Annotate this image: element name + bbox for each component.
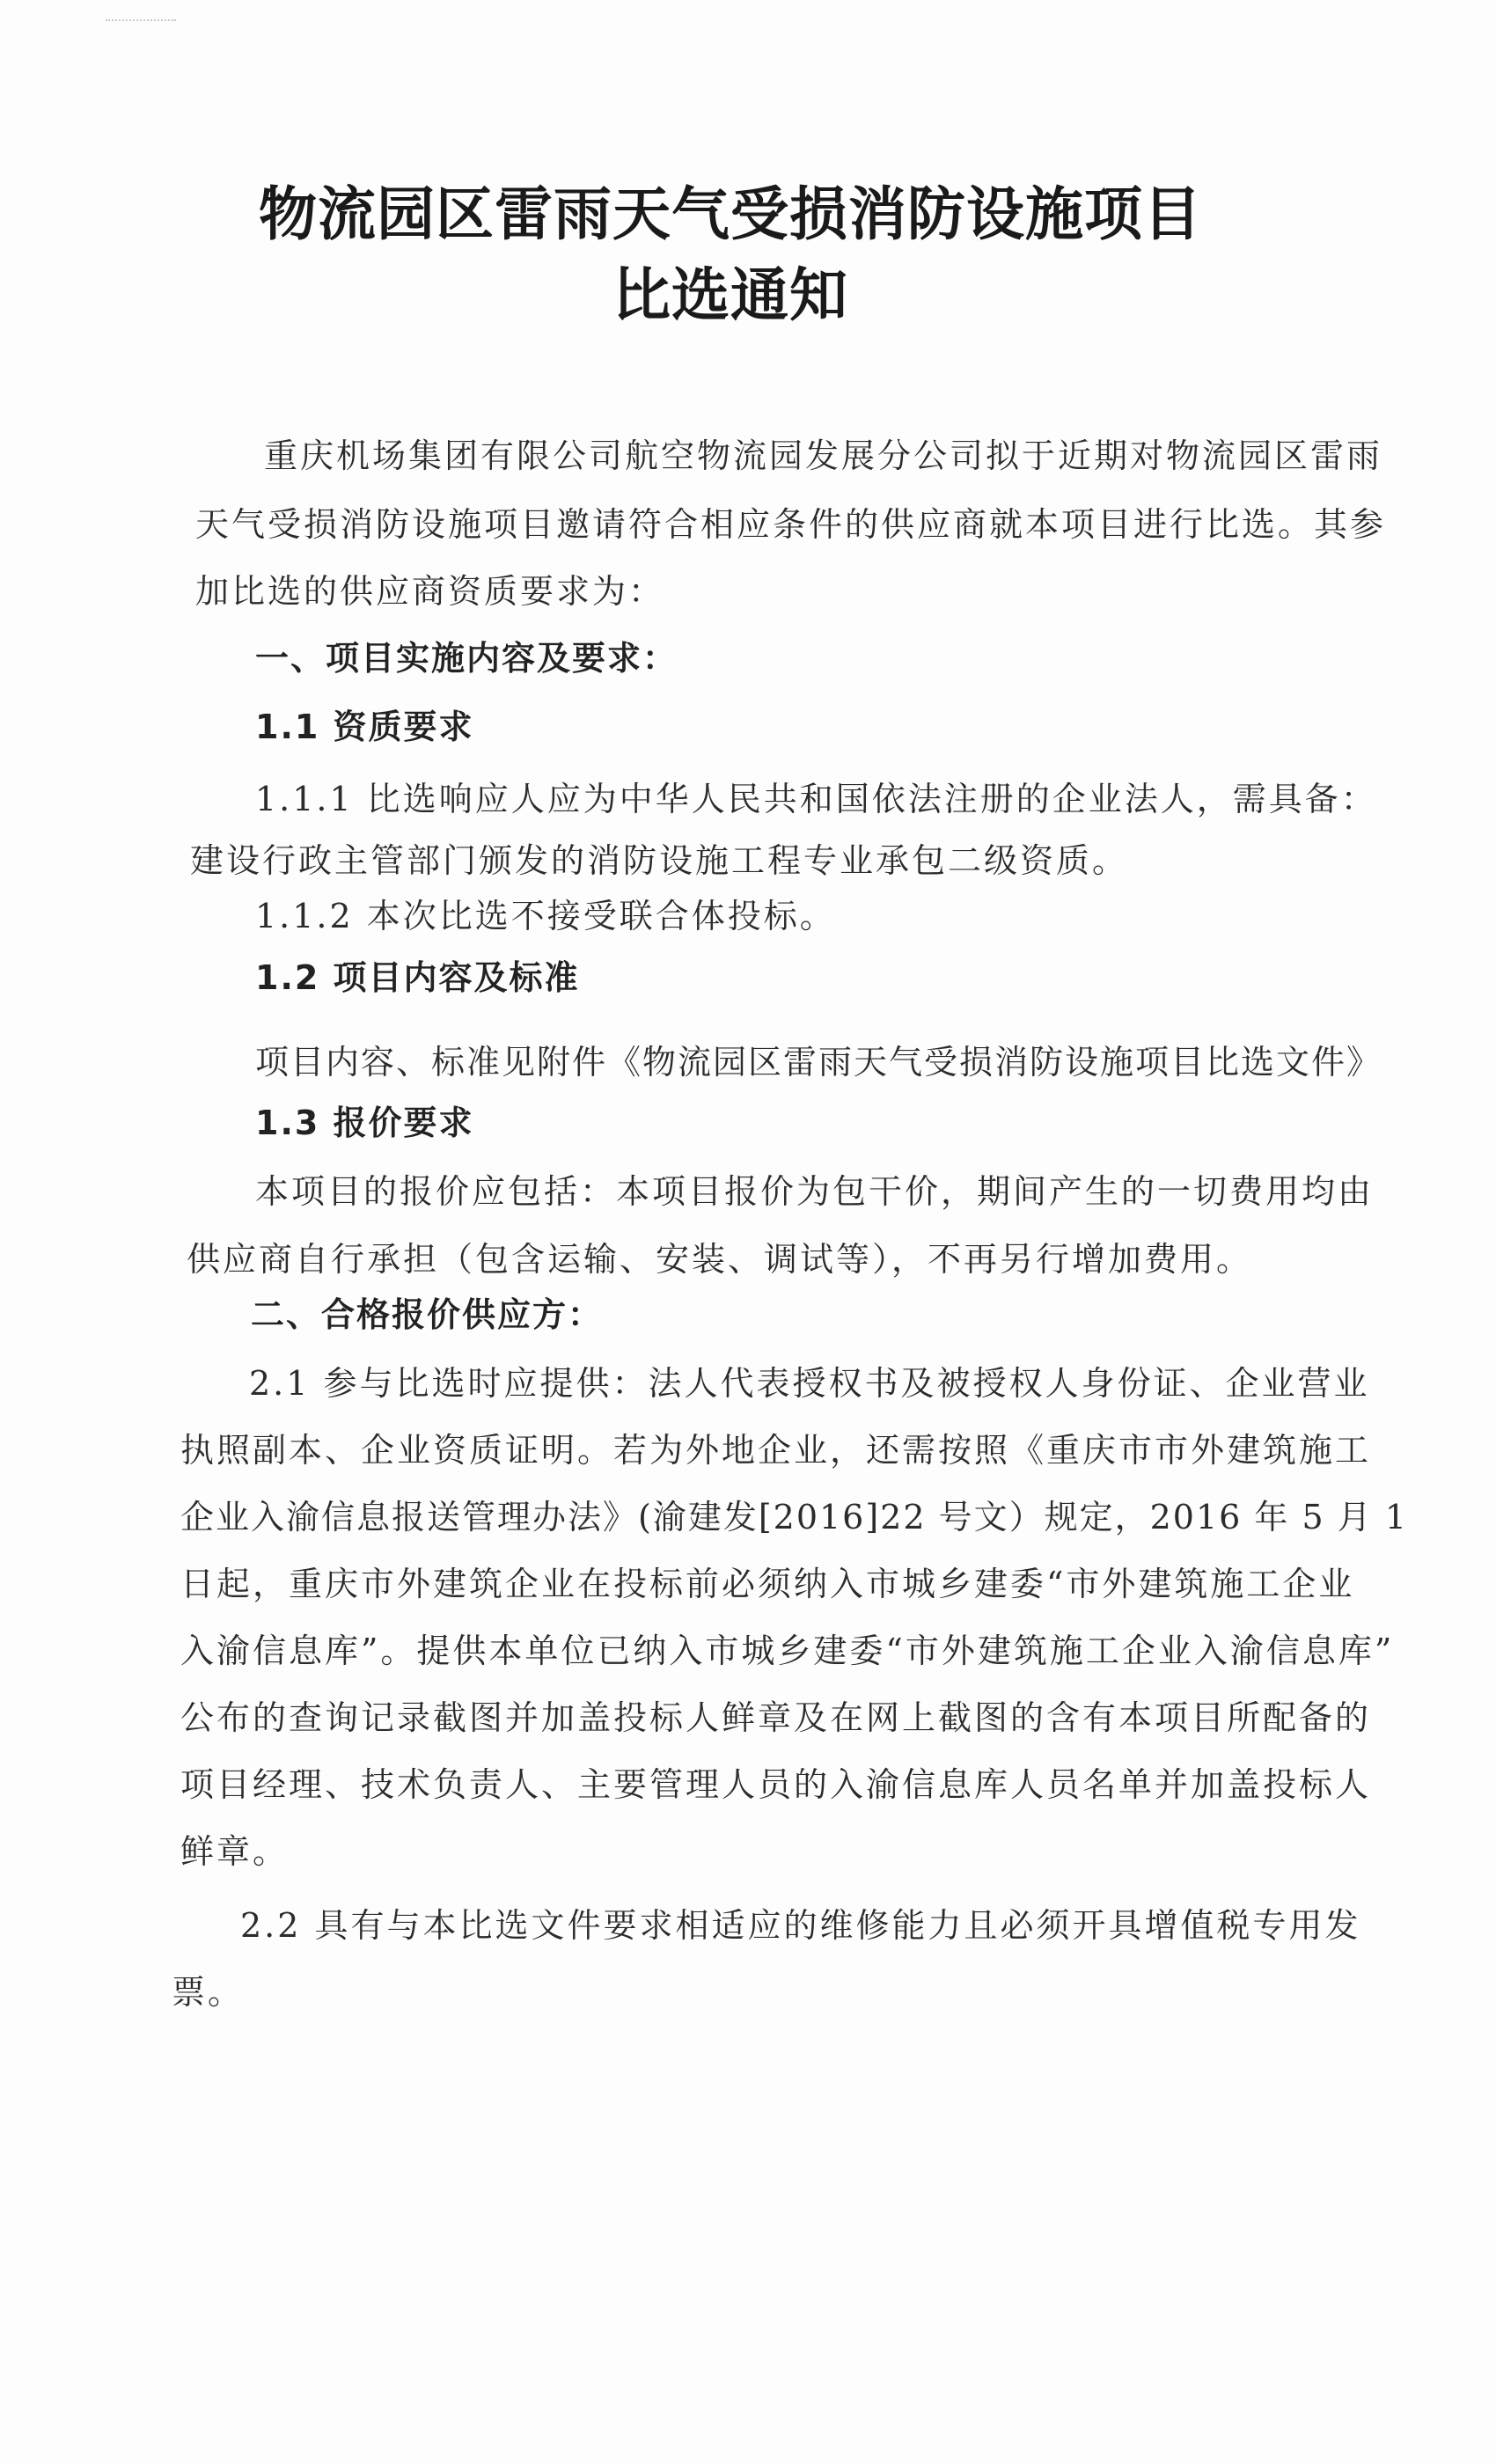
para-2-1-line-2: 执照副本、企业资质证明。若为外地企业，还需按照《重庆市市外建筑施工 xyxy=(180,1431,1372,1470)
para-2-1-line-1: 2.1 参与比选时应提供：法人代表授权书及被授权人身份证、企业营业 xyxy=(249,1364,1370,1403)
item-1-1-1-line-1: 1.1.1 比选响应人应为中华人民共和国依法注册的企业法人，需具备： xyxy=(255,780,1377,818)
section-1-3-heading: 1.3 报价要求 xyxy=(255,1104,474,1142)
intro-line-3: 加比选的供应商资质要求为： xyxy=(195,572,665,611)
item-1-1-2: 1.1.2 本次比选不接受联合体投标。 xyxy=(255,897,836,935)
para-2-1-line-4: 日起，重庆市外建筑企业在投标前必须纳入市城乡建委“市外建筑施工企业 xyxy=(180,1565,1355,1603)
para-2-1-line-6: 公布的查询记录截图并加盖投标人鲜章及在网上截图的含有本项目所配备的 xyxy=(180,1698,1372,1737)
section-1-2-heading: 1.2 项目内容及标准 xyxy=(255,958,580,997)
para-2-2-line-2: 票。 xyxy=(172,1973,245,2012)
para-2-1-line-7: 项目经理、技术负责人、主要管理人员的入渝信息库人员名单并加盖投标人 xyxy=(180,1765,1372,1804)
intro-line-2: 天气受损消防设施项目邀请符合相应条件的供应商就本项目进行比选。其参 xyxy=(195,505,1387,544)
document-title-line-2: 比选通知 xyxy=(612,261,848,329)
section-1-3-line-2: 供应商自行承担（包含运输、安装、调试等），不再另行增加费用。 xyxy=(187,1240,1253,1279)
para-2-1-line-8: 鲜章。 xyxy=(180,1832,290,1871)
section-1-3-line-1: 本项目的报价应包括：本项目报价为包干价，期间产生的一切费用均由 xyxy=(255,1172,1375,1211)
item-1-1-1-line-2: 建设行政主管部门颁发的消防设施工程专业承包二级资质。 xyxy=(190,841,1129,880)
section-2-heading: 二、合格报价供应方： xyxy=(251,1295,604,1334)
section-1-2-text: 项目内容、标准见附件《物流园区雷雨天气受损消防设施项目比选文件》 xyxy=(255,1043,1382,1082)
para-2-1-line-3: 企业入渝信息报送管理办法》(渝建发[2016]22 号文）规定，2016 年 5 月 1 xyxy=(180,1498,1408,1536)
para-2-1-line-5: 入渝信息库”。提供本单位已纳入市城乡建委“市外建筑施工企业入渝信息库” xyxy=(180,1632,1395,1670)
para-2-2-line-1: 2.2 具有与本比选文件要求相适应的维修能力且必须开具增值税专用发 xyxy=(240,1906,1361,1945)
scan-artifact xyxy=(106,19,176,21)
section-1-1-heading: 1.1 资质要求 xyxy=(255,708,474,746)
document-title-line-1: 物流园区雷雨天气受损消防设施项目 xyxy=(259,180,1202,248)
section-1-heading: 一、项目实施内容及要求： xyxy=(255,639,678,678)
intro-line-1: 重庆机场集团有限公司航空物流园发展分公司拟于近期对物流园区雷雨 xyxy=(264,436,1383,475)
